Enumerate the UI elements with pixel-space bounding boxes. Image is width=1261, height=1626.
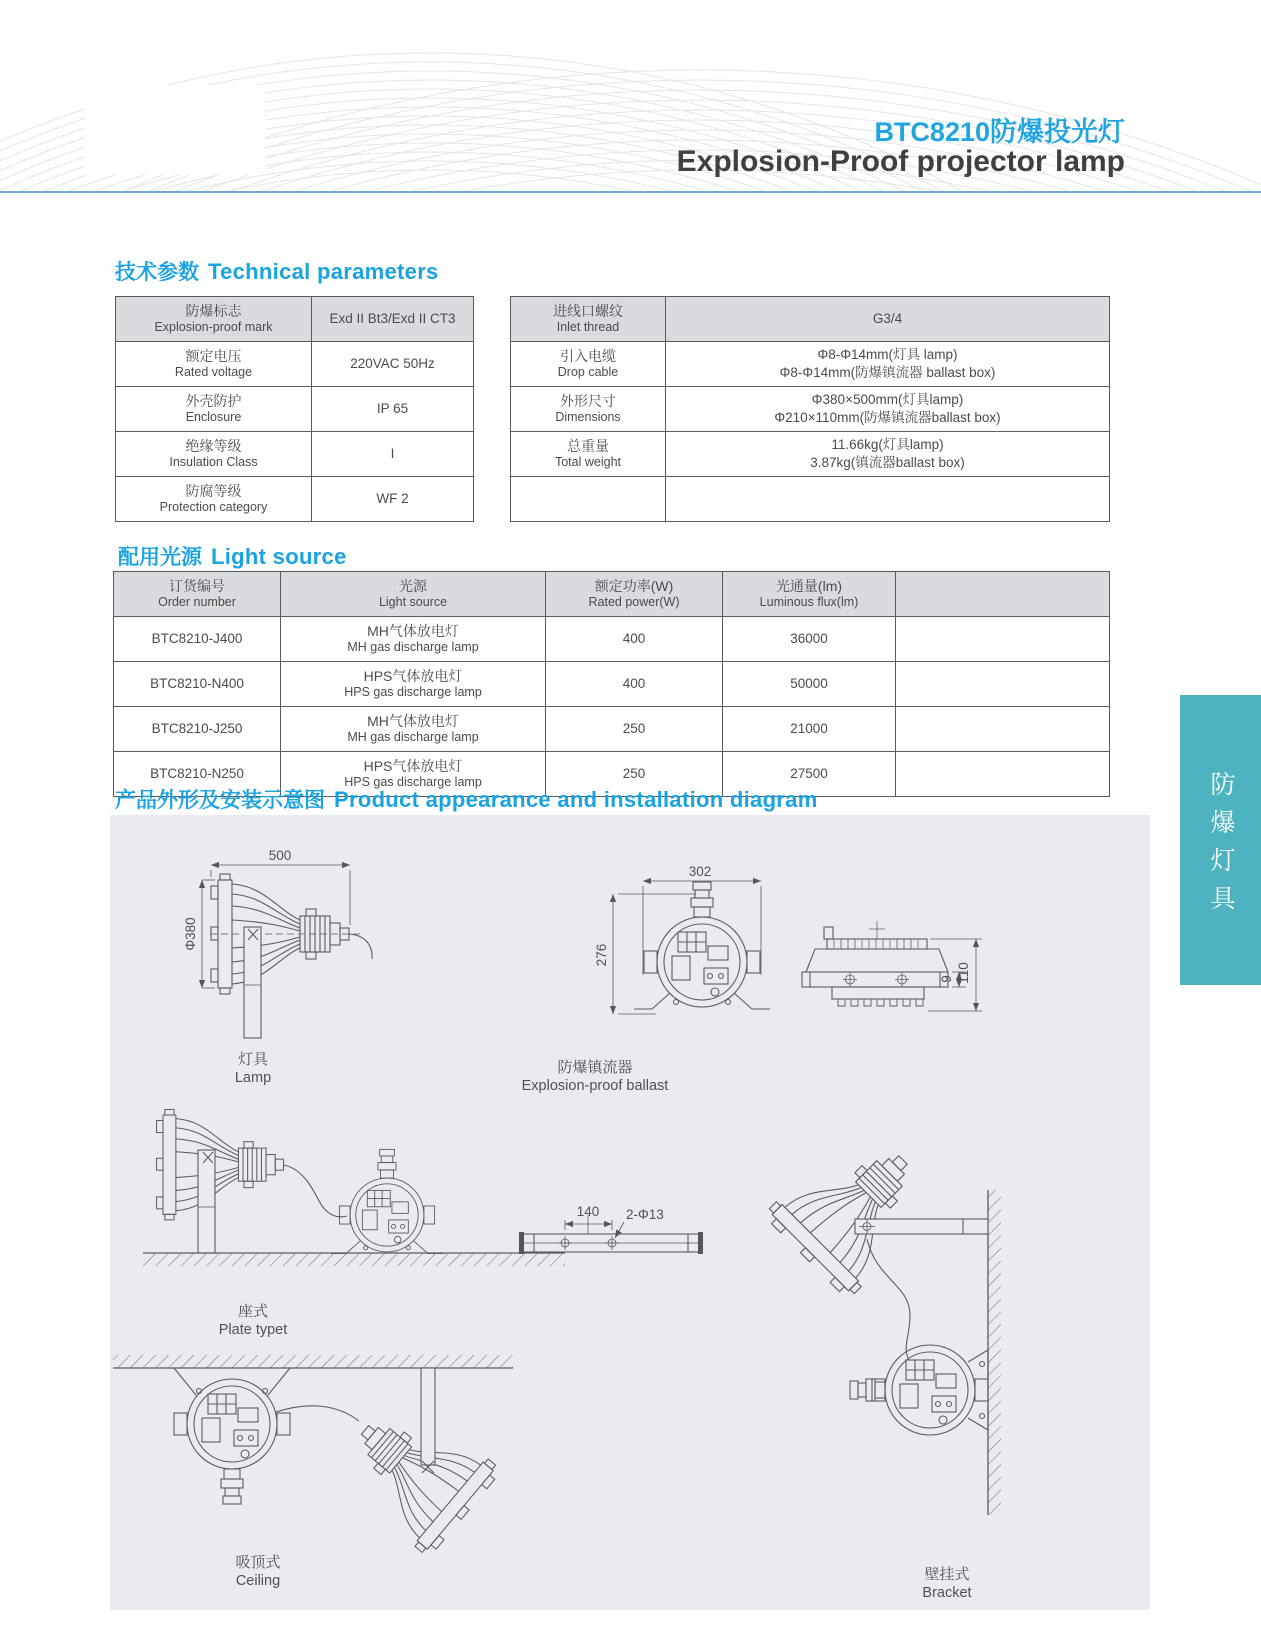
param-label: 引入电缆 Drop cable bbox=[511, 342, 666, 387]
caption-ballast-zh: 防爆镇流器 bbox=[557, 1059, 633, 1076]
caption-ceiling-zh: 吸顶式 bbox=[235, 1554, 281, 1571]
param-value: Exd II Bt3/Exd II CT3 bbox=[312, 297, 474, 342]
caption-lamp-zh: 灯具 bbox=[237, 1051, 269, 1068]
dim-plate-hole-pitch: 140 bbox=[576, 1204, 600, 1219]
technical-parameters-table-right bbox=[510, 296, 1110, 522]
col-header-light-source: 光源 Light source bbox=[281, 572, 546, 617]
installation-diagram-canvas bbox=[110, 815, 1150, 1610]
wall-bracket-drawing bbox=[763, 1118, 1001, 1515]
lamp-side-view-drawing bbox=[202, 865, 372, 1038]
param-value: G3/4 bbox=[666, 297, 1110, 342]
order-number-cell: BTC8210-N250 bbox=[114, 752, 281, 797]
dim-ballast-depth: 110 bbox=[956, 962, 971, 984]
rated-power-cell: 400 bbox=[546, 617, 723, 662]
dim-plate-holes: 2-Φ13 bbox=[626, 1207, 664, 1222]
light-source-cell: MH气体放电灯 MH gas discharge lamp bbox=[281, 617, 546, 662]
param-value: Φ8-Φ14mm(灯具 lamp) Φ8-Φ14mm(防爆镇流器 ballast box) bbox=[666, 342, 1110, 387]
param-value: I bbox=[312, 432, 474, 477]
light-source-table bbox=[113, 571, 1110, 797]
dim-lamp-diameter: Φ380 bbox=[183, 917, 198, 951]
rated-power-cell: 400 bbox=[546, 662, 723, 707]
empty-cell bbox=[896, 617, 1110, 662]
col-header-order-number: 订货编号 Order number bbox=[114, 572, 281, 617]
table-row bbox=[116, 342, 474, 387]
table-row bbox=[114, 662, 1110, 707]
dim-ballast-width: 302 bbox=[688, 864, 712, 879]
luminous-flux-cell: 21000 bbox=[723, 707, 896, 752]
table-row bbox=[116, 477, 474, 522]
luminous-flux-cell: 50000 bbox=[723, 662, 896, 707]
caption-bracket-zh: 壁挂式 bbox=[924, 1566, 970, 1583]
ballast-side-view-drawing bbox=[802, 921, 982, 1011]
section-heading-installation-diagram bbox=[115, 784, 818, 814]
order-number-cell: BTC8210-J250 bbox=[114, 707, 281, 752]
caption-plate-en: Plate typet bbox=[218, 1322, 288, 1338]
caption-plate-zh: 座式 bbox=[237, 1303, 269, 1320]
table-row bbox=[114, 617, 1110, 662]
order-number-cell: BTC8210-N400 bbox=[114, 662, 281, 707]
rated-power-cell: 250 bbox=[546, 707, 723, 752]
luminous-flux-cell: 36000 bbox=[723, 617, 896, 662]
order-number-cell: BTC8210-J400 bbox=[114, 617, 281, 662]
param-label: 外壳防护 Enclosure bbox=[116, 387, 312, 432]
rated-power-cell: 250 bbox=[546, 752, 723, 797]
caption-ballast-en: Explosion-proof ballast bbox=[521, 1078, 669, 1094]
param-label: 总重量 Total weight bbox=[511, 432, 666, 477]
logo-placeholder-box bbox=[85, 85, 265, 175]
param-value bbox=[666, 477, 1110, 522]
table-row bbox=[116, 387, 474, 432]
heading-en: Technical parameters bbox=[208, 259, 439, 284]
param-label: 额定电压 Rated voltage bbox=[116, 342, 312, 387]
plate-type-installation-drawing bbox=[143, 1109, 565, 1266]
page-title-zh: BTC8210防爆投光灯 bbox=[874, 117, 1125, 147]
light-source-cell: HPS气体放电灯 HPS gas discharge lamp bbox=[281, 752, 546, 797]
header-rule bbox=[0, 191, 1261, 193]
heading-zh: 技术参数 bbox=[115, 261, 199, 284]
table-header-row bbox=[114, 572, 1110, 617]
light-source-cell: HPS气体放电灯 HPS gas discharge lamp bbox=[281, 662, 546, 707]
heading-en: Light source bbox=[211, 544, 347, 569]
catalog-side-tab-label: 防爆灯具 bbox=[1207, 770, 1235, 923]
caption-lamp-en: Lamp bbox=[234, 1070, 272, 1086]
section-heading-technical-parameters bbox=[115, 256, 439, 286]
param-label bbox=[511, 477, 666, 522]
page-title-en: Explosion-Proof projector lamp bbox=[676, 145, 1125, 178]
caption-bracket-en: Bracket bbox=[922, 1585, 972, 1601]
param-label: 进线口螺纹 Inlet thread bbox=[511, 297, 666, 342]
dim-ballast-thickness: 9 bbox=[939, 975, 954, 983]
table-row bbox=[114, 707, 1110, 752]
param-value: WF 2 bbox=[312, 477, 474, 522]
dim-ballast-height: 276 bbox=[594, 943, 609, 967]
empty-cell bbox=[896, 752, 1110, 797]
param-value: IP 65 bbox=[312, 387, 474, 432]
ceiling-mount-drawing bbox=[113, 1355, 513, 1558]
ballast-front-view-drawing bbox=[613, 881, 770, 1014]
catalog-side-tab bbox=[1180, 695, 1261, 985]
installation-diagram-panel bbox=[110, 815, 1150, 1610]
table-row bbox=[511, 477, 1110, 522]
light-source-cell: MH气体放电灯 MH gas discharge lamp bbox=[281, 707, 546, 752]
table-row bbox=[511, 387, 1110, 432]
luminous-flux-cell: 27500 bbox=[723, 752, 896, 797]
mounting-pl ate-detail-drawing bbox=[519, 1215, 703, 1254]
empty-cell bbox=[896, 707, 1110, 752]
table-row bbox=[116, 432, 474, 477]
param-label: 防爆标志 Explosion-proof mark bbox=[116, 297, 312, 342]
heading-zh: 产品外形及安装示意图 bbox=[115, 789, 325, 812]
table-row bbox=[511, 297, 1110, 342]
param-value: 220VAC 50Hz bbox=[312, 342, 474, 387]
table-row bbox=[511, 432, 1110, 477]
section-heading-light-source bbox=[118, 541, 347, 571]
col-header-empty bbox=[896, 572, 1110, 617]
table-row bbox=[511, 342, 1110, 387]
col-header-rated-power: 额定功率(W) Rated power(W) bbox=[546, 572, 723, 617]
param-label: 绝缘等级 Insulation Class bbox=[116, 432, 312, 477]
technical-parameters-table-left bbox=[115, 296, 474, 522]
param-label: 防腐等级 Protection category bbox=[116, 477, 312, 522]
caption-ceiling-en: Ceiling bbox=[235, 1573, 281, 1589]
heading-zh: 配用光源 bbox=[118, 546, 202, 569]
heading-en: Product appearance and installation diagram bbox=[334, 787, 818, 812]
param-value: 11.66kg(灯具lamp) 3.87kg(镇流器ballast box) bbox=[666, 432, 1110, 477]
empty-cell bbox=[896, 662, 1110, 707]
dim-lamp-width: 500 bbox=[268, 848, 292, 863]
param-label: 外形尺寸 Dimensions bbox=[511, 387, 666, 432]
param-value: Φ380×500mm(灯具lamp) Φ210×110mm(防爆镇流器ballast box) bbox=[666, 387, 1110, 432]
col-header-luminous-flux: 光通量(lm) Luminous flux(lm) bbox=[723, 572, 896, 617]
table-row bbox=[116, 297, 474, 342]
